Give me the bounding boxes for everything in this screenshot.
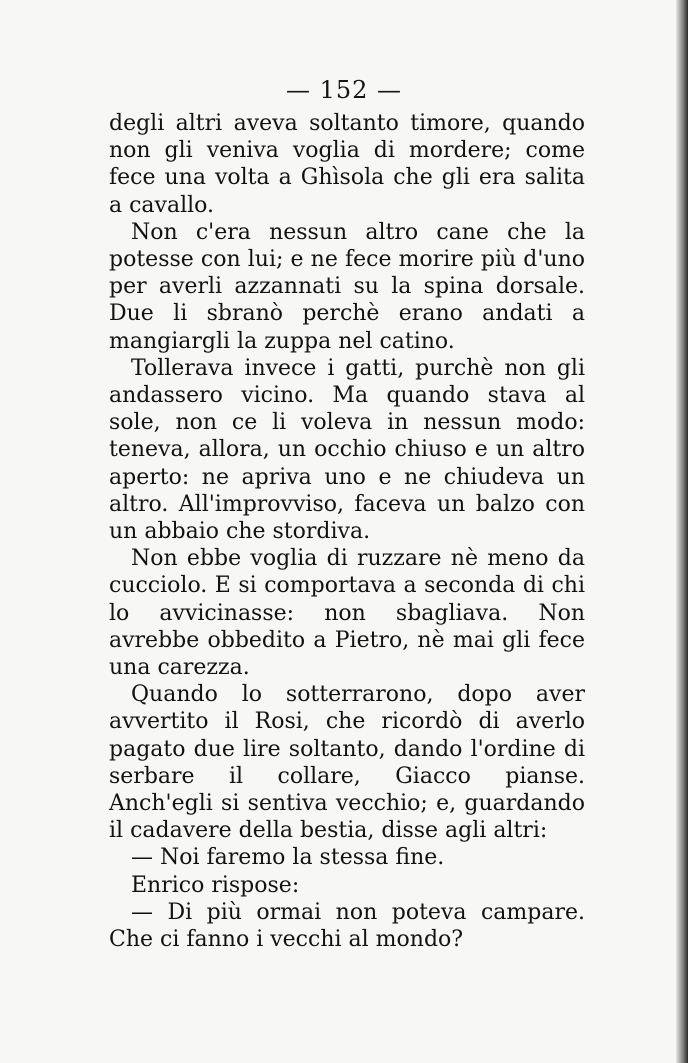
page-edge-shadow — [676, 0, 688, 1063]
paragraph-4: Non ebbe voglia di ruzzare nè meno da cucciolo. E si comportava a seconda di chi lo avvicinasse: non sbagliava. Non avrebbe obbedito a Pietro, nè mai gli fece una carezza. — [109, 546, 585, 681]
body-text — [109, 110, 585, 953]
page-number: — 152 — — [285, 76, 403, 104]
paragraph-2: Non c'era nessun altro cane che la potesse con lui; e ne fece morire più d'uno per averli azzannati su la spina dorsale. Due li sbranò perchè erano andati a mangiargli la zuppa nel catino. — [109, 219, 585, 354]
paragraph-3: Tollerava invece i gatti, purchè non gli andassero vicino. Ma quando stava al sole, non ce li voleva in nessun modo: teneva, allora, un occhio chiuso e un altro aperto: ne apriva uno e ne chiudeva un altro. All'improvviso, faceva un balzo con un abbaio che stordiva. — [109, 355, 585, 545]
paragraph-5: Quando lo sotterrarono, dopo aver avvertito il Rosi, che ricordò di averlo pagato due lire soltanto, dando l'ordine di serbare il collare, Giacco pianse. Anch'egli si sentiva vecchio; e, guardando il cadavere della bestia, disse agli altri: — [109, 682, 585, 844]
paragraph-7: Enrico rispose: — [131, 872, 300, 898]
paragraph-8-dialogue: — Di più ormai non poteva campare. Che ci fanno i vecchi al mondo? — [109, 899, 585, 953]
paragraph-6-dialogue: — Noi faremo la stessa fine. — [131, 845, 445, 871]
paragraph-1: degli altri aveva soltanto timore, quando non gli veniva voglia di mordere; come fece una volta a Ghìsola che gli era salita a cavallo. — [109, 111, 585, 218]
